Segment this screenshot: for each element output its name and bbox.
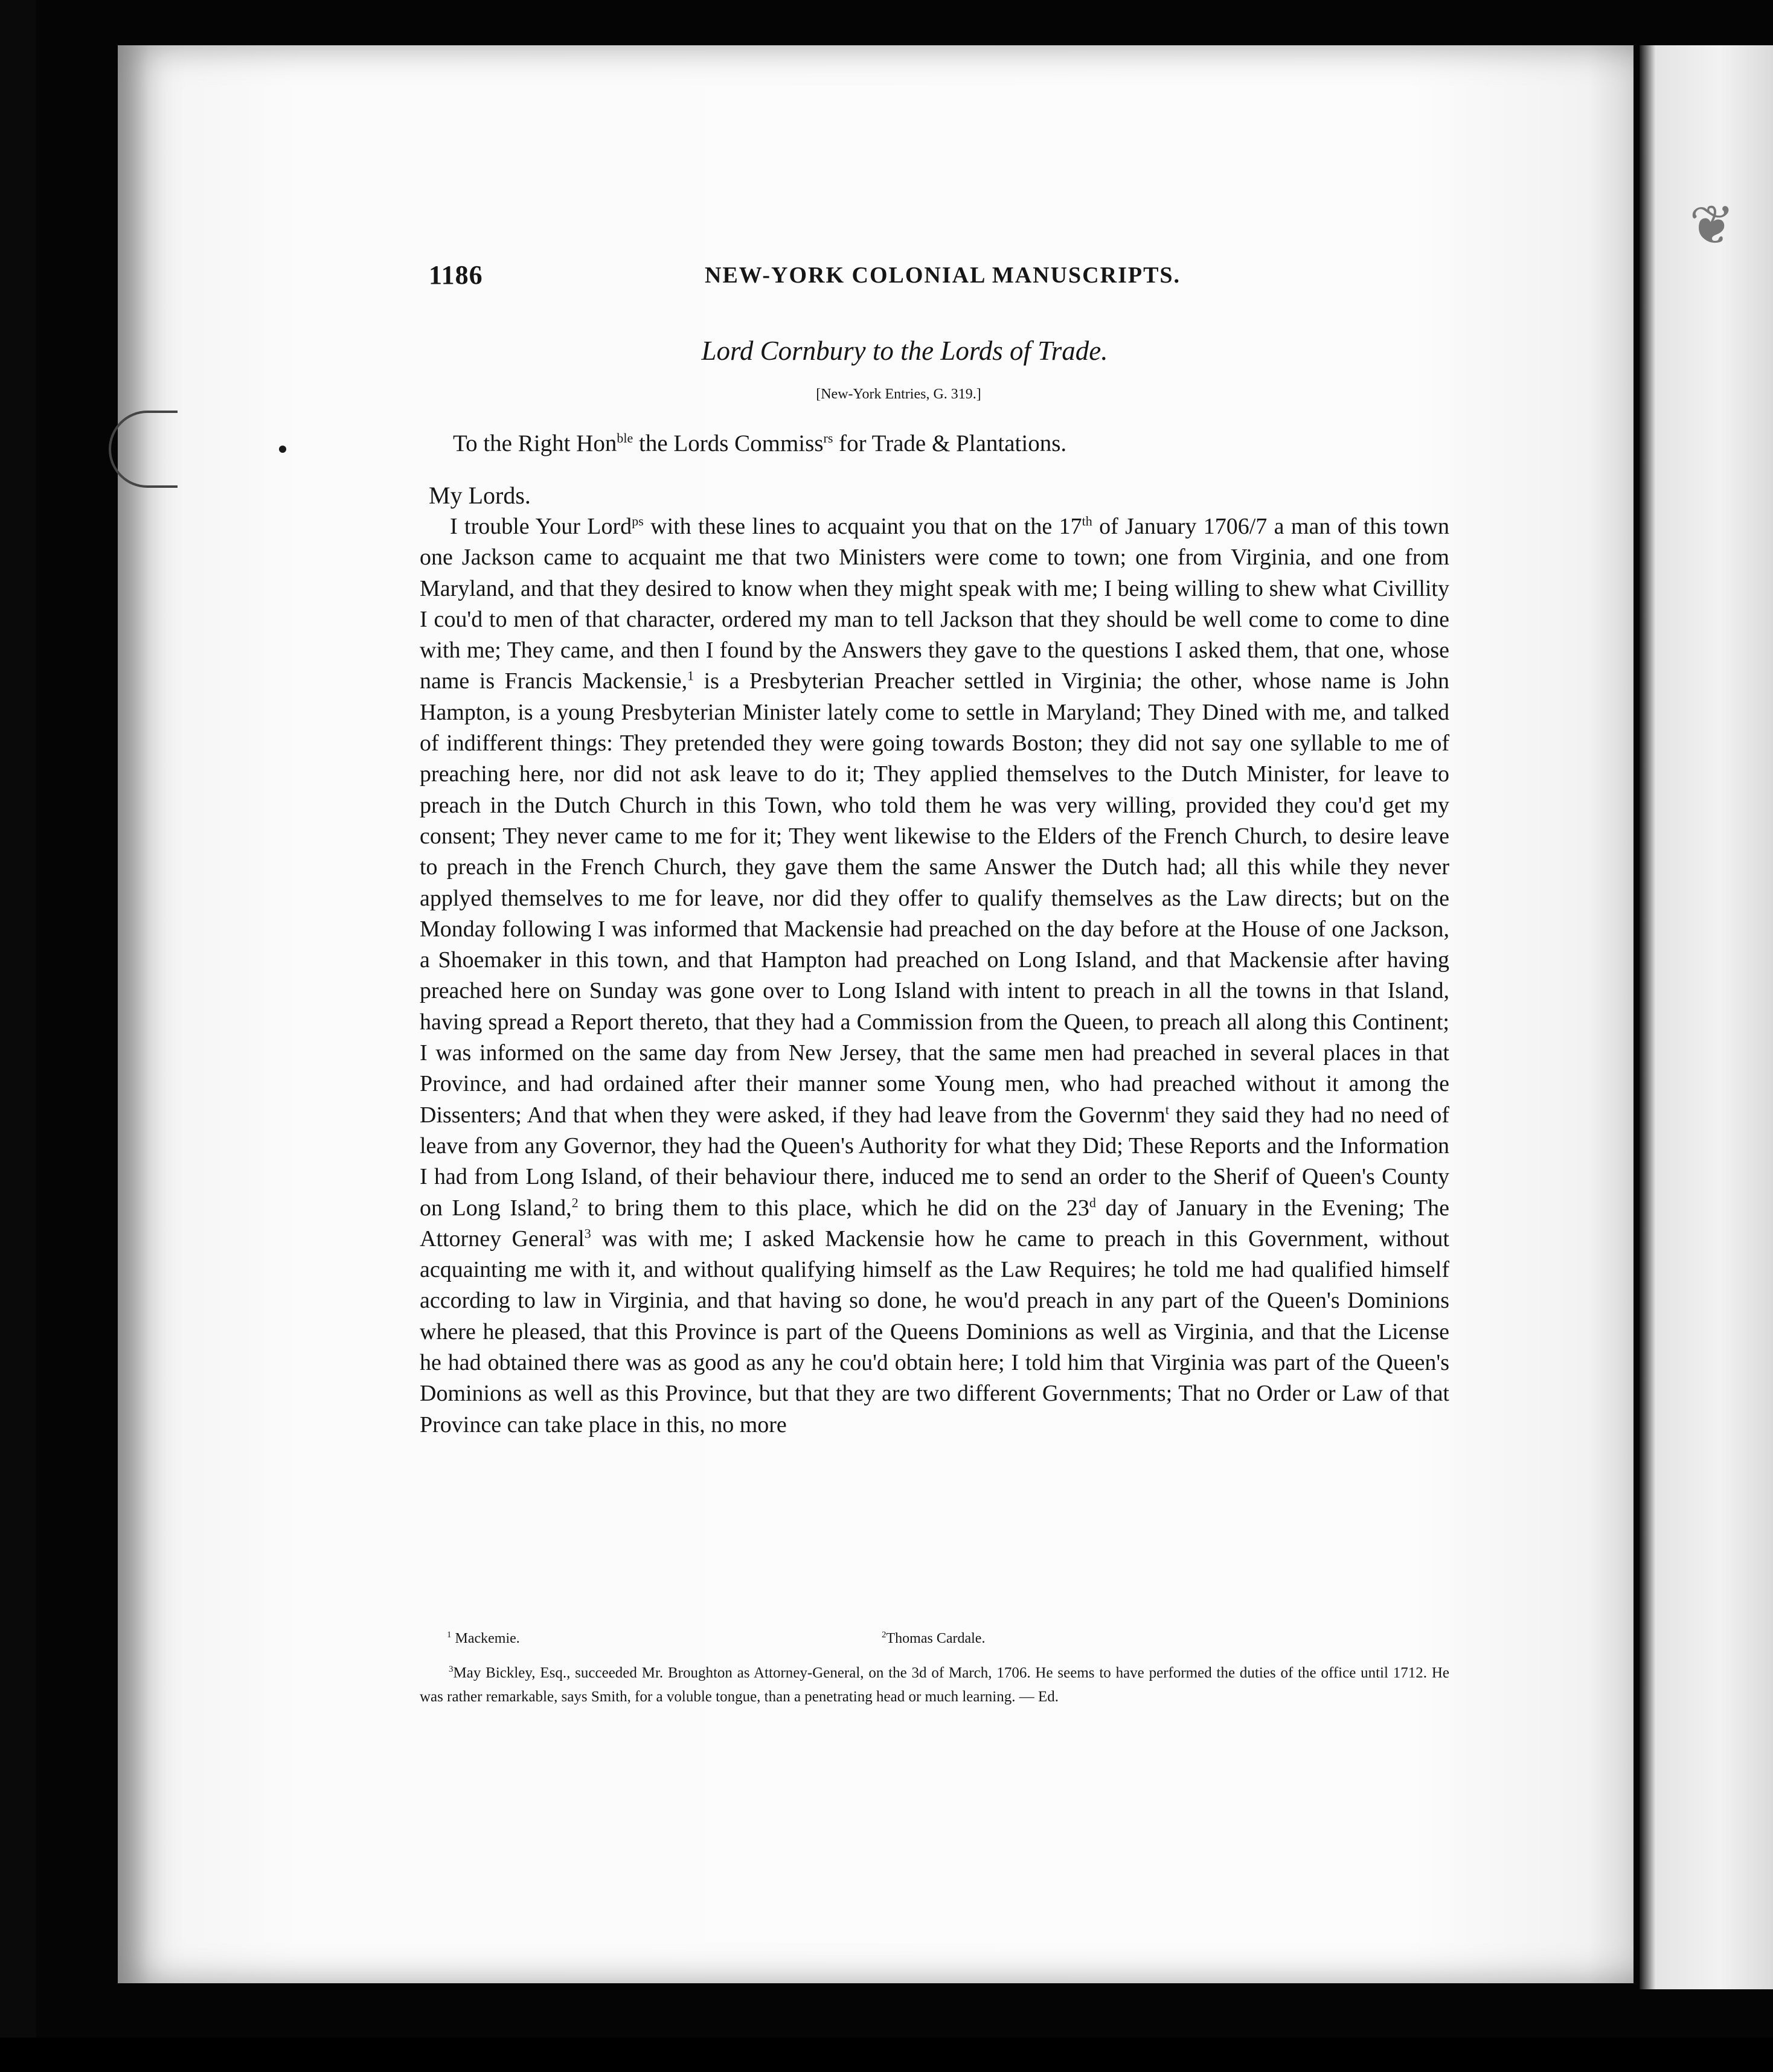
document-title: Lord Cornbury to the Lords of Trade. (701, 336, 1108, 366)
film-border (0, 2038, 1773, 2072)
body-text-run: with these lines to acquaint you that on the 17 (643, 514, 1082, 539)
address-line (453, 430, 1066, 457)
footnote-3 (420, 1657, 1449, 1709)
address-text: To the Right Hon (453, 430, 617, 456)
footnote-1 (447, 1630, 520, 1647)
page-number: 1186 (429, 260, 483, 290)
footnote-number: 1 (447, 1630, 452, 1640)
document-source: [New-York Entries, G. 319.] (816, 386, 981, 402)
body-text-run: was with me; I asked Mackensie how he came to preach in this Government, without acquainting me with it, and without qualifying himself as the Law Requires; he told me had qualified himself according to law in Virginia, and that having so done, he wou'd preach in any part of the Queen's Dominions where he pleased, that this Province is part of the Queens Dominions as well as Virginia, and that the License he had obtained there was as good as any he cou'd obtain here; I told him that Virginia was part of the Queen's Dominions as well as this Province, but that they are two different Governments; That no Order or Law of that Province can take place in this, no more (420, 1226, 1449, 1437)
footnote-number: 3 (449, 1664, 454, 1674)
body-superscript: t (1165, 1101, 1169, 1117)
body-superscript: 2 (571, 1194, 579, 1210)
body-superscript: 1 (687, 668, 694, 683)
page-header (429, 260, 1455, 302)
body-text-run: they said they had no need of leave from any Governor, they had the Queen's Authority for what they Did; These Reports and the Information I had from Long Island, of their behaviour there, induced me to send an order to the Sherif of Queen's County on Long Island, (420, 1102, 1450, 1221)
salutation: My Lords. (429, 482, 531, 509)
address-superscript: rs (823, 430, 833, 446)
footnote-2 (882, 1630, 985, 1647)
footnote-text: Mackemie. (451, 1631, 520, 1646)
address-text: the Lords Commiss (633, 430, 824, 456)
address-text: for Trade & Plantations. (833, 430, 1067, 456)
body-text-run: is a Presbyterian Preacher settled in Virginia; the other, whose name is John Hampton, is a young Presbyterian Minister lately come to settle in Maryland; They Dined with me, and talked of indifferent things: They pretended they were going towards Boston; they did not say one syllable to me of preaching here, nor did not ask leave to do it; They applied themselves to the Dutch Minister, for leave to preach in the Dutch Church in this Town, who told them he was very willing, provided they cou'd get my consent; They never came to me for it; They went likewise to the Elders of the French Church, to desire leave to preach in the French Church, they gave them the same Answer the Dutch had; all this while they never applyed themselves to me for leave, nor did they offer to qualify themselves as the Law directs; but on the Monday following I was informed that Mackensie had preached on the day before at the House of one Jackson, a Shoemaker in this town, and that Hampton had preached on Long Island, and that Mackensie after having preached here on Sunday was gone over to Long Island with intent to preach in all the towns in that Island, having spread a Report thereto, that they had a Commission from the Queen, to preach all along this Continent; I was informed on the same day from New Jersey, that the same men had preached in several places in that Province, and had ordained after their manner some Young men, who had preached without it among the Dissenters; And that when they were asked, if they had leave from the Governm (420, 668, 1449, 1128)
body-text-run: day of January in the Evening; The Attorney General (420, 1195, 1450, 1252)
running-head: NEW-YORK COLONIAL MANUSCRIPTS. (705, 263, 1181, 288)
body-superscript: th (1082, 513, 1092, 529)
footnote-text: Thomas Cardale. (886, 1631, 986, 1646)
ornament-icon: ❦ (1689, 196, 1735, 256)
body-text-run: to bring them to this place, which he did on the 23 (578, 1195, 1089, 1221)
body-text-run: I trouble Your Lord (450, 514, 632, 539)
body-text-run: of January 1706/7 a man of this town one Jackson came to acquaint me that two Ministers were come to town; one from Virginia, and one from Maryland, and that they desired to know when they might speak with me; I being willing to shew what Civillity I cou'd to men of that character, ordered my man to tell Jackson that they should be well come to come to dine with me; They came, and then I found by the Answers they gave to the questions I asked them, that one, whose name is Francis Mackensie, (420, 514, 1450, 694)
footnote-text: May Bickley, Esq., succeeded Mr. Broughton as Attorney-General, on the 3d of March, 1706. He seems to have performed the duties of the office until 1712. He was rather remarkable, says Smith, for a voluble tongue, than a penetrating head or much learning. — Ed. (420, 1664, 1449, 1706)
margin-dot (279, 446, 286, 453)
address-superscript: ble (617, 430, 633, 446)
body-superscript: d (1089, 1194, 1096, 1210)
footnote-number: 2 (882, 1630, 887, 1640)
body-superscript: ps (632, 513, 644, 529)
letter-body (420, 511, 1449, 1440)
body-superscript: 3 (584, 1226, 591, 1241)
